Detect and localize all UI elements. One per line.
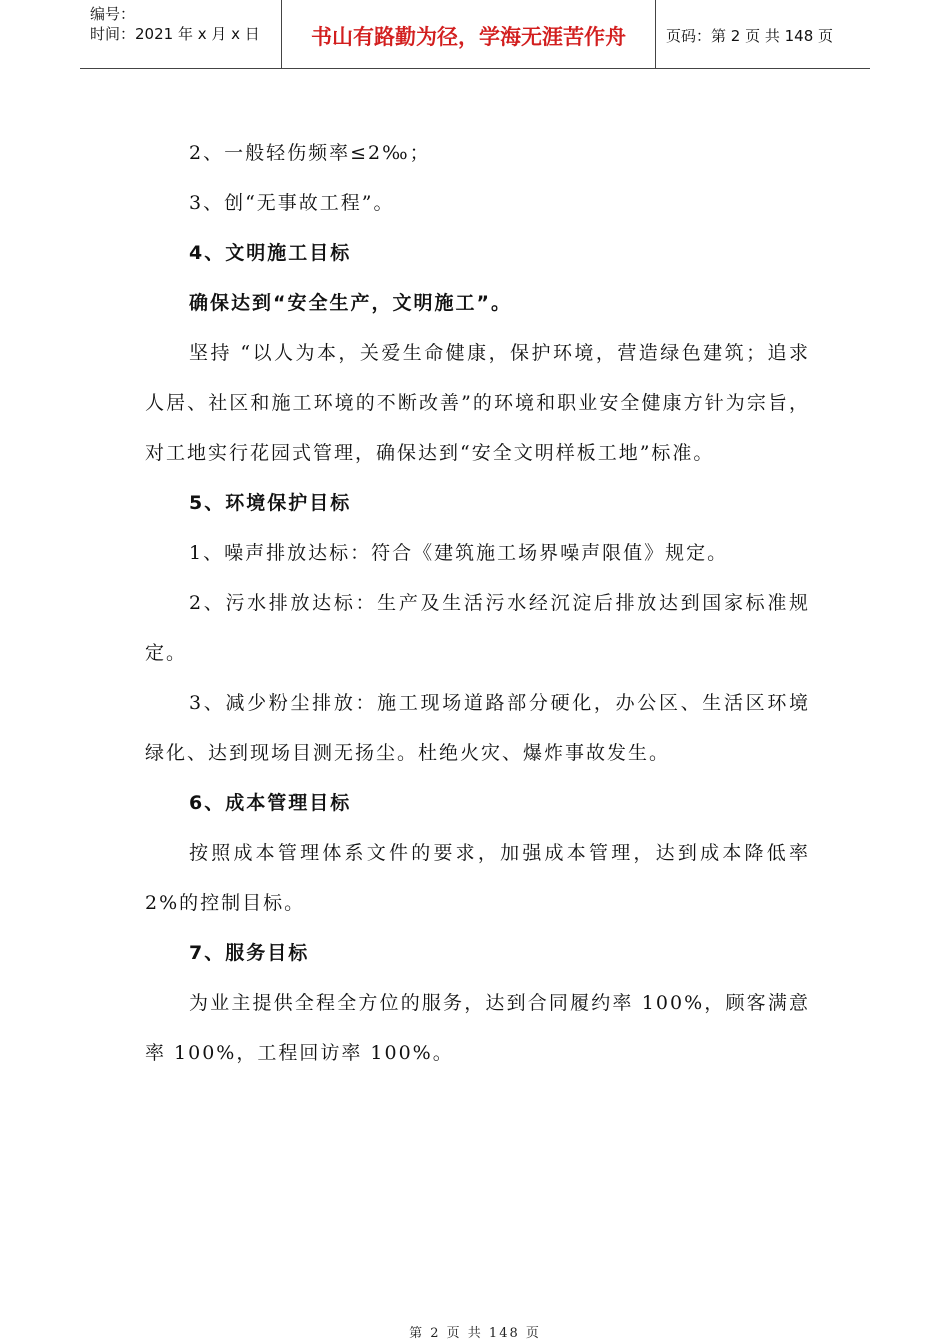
- page-header: [80, 0, 870, 69]
- paragraph: 坚持 “以人为本，关爱生命健康，保护环境，营造绿色建筑；追求人居、社区和施工环境的不断改善”的环境和职业安全健康方针为宗旨，对工地实行花园式管理，确保达到“安全文明样板工地”标准。: [145, 342, 810, 464]
- section-heading: 4、文明施工目标: [189, 242, 352, 264]
- paragraph: 3、创“无事故工程”。: [189, 192, 395, 214]
- document-body: [145, 128, 810, 1078]
- header-motto: 书山有路勤为径，学海无涯苦作舟: [282, 0, 656, 68]
- paragraph: 1、噪声排放达标：符合《建筑施工场界噪声限值》规定。: [189, 542, 729, 564]
- paragraph: 2、一般轻伤频率≤2‰；: [189, 142, 431, 164]
- document-number: 编号：: [90, 5, 136, 23]
- paragraph: 3、减少粉尘排放：施工现场道路部分硬化，办公区、生活区环境绿化、达到现场目测无扬尘。杜绝火灾、爆炸事故发生。: [145, 692, 810, 764]
- paragraph: 按照成本管理体系文件的要求，加强成本管理，达到成本降低率 2%的控制目标。: [145, 842, 810, 914]
- paragraph: 2、污水排放达标：生产及生活污水经沉淀后排放达到国家标准规定。: [145, 592, 810, 664]
- header-page-info: 页码：第 2 页 共 148 页: [666, 26, 834, 45]
- header-meta: [80, 0, 282, 68]
- section-statement: 确保达到“安全生产，文明施工”。: [189, 292, 512, 314]
- page-footer: 第 2 页 共 148 页: [409, 1326, 541, 1341]
- document-date: 时间：2021 年 x 月 x 日: [90, 25, 260, 43]
- section-heading: 5、环境保护目标: [189, 492, 352, 514]
- section-heading: 7、服务目标: [189, 942, 310, 964]
- section-heading: 6、成本管理目标: [189, 792, 352, 814]
- paragraph: 为业主提供全程全方位的服务，达到合同履约率 100%，顾客满意率 100%，工程回访率 100%。: [145, 992, 810, 1064]
